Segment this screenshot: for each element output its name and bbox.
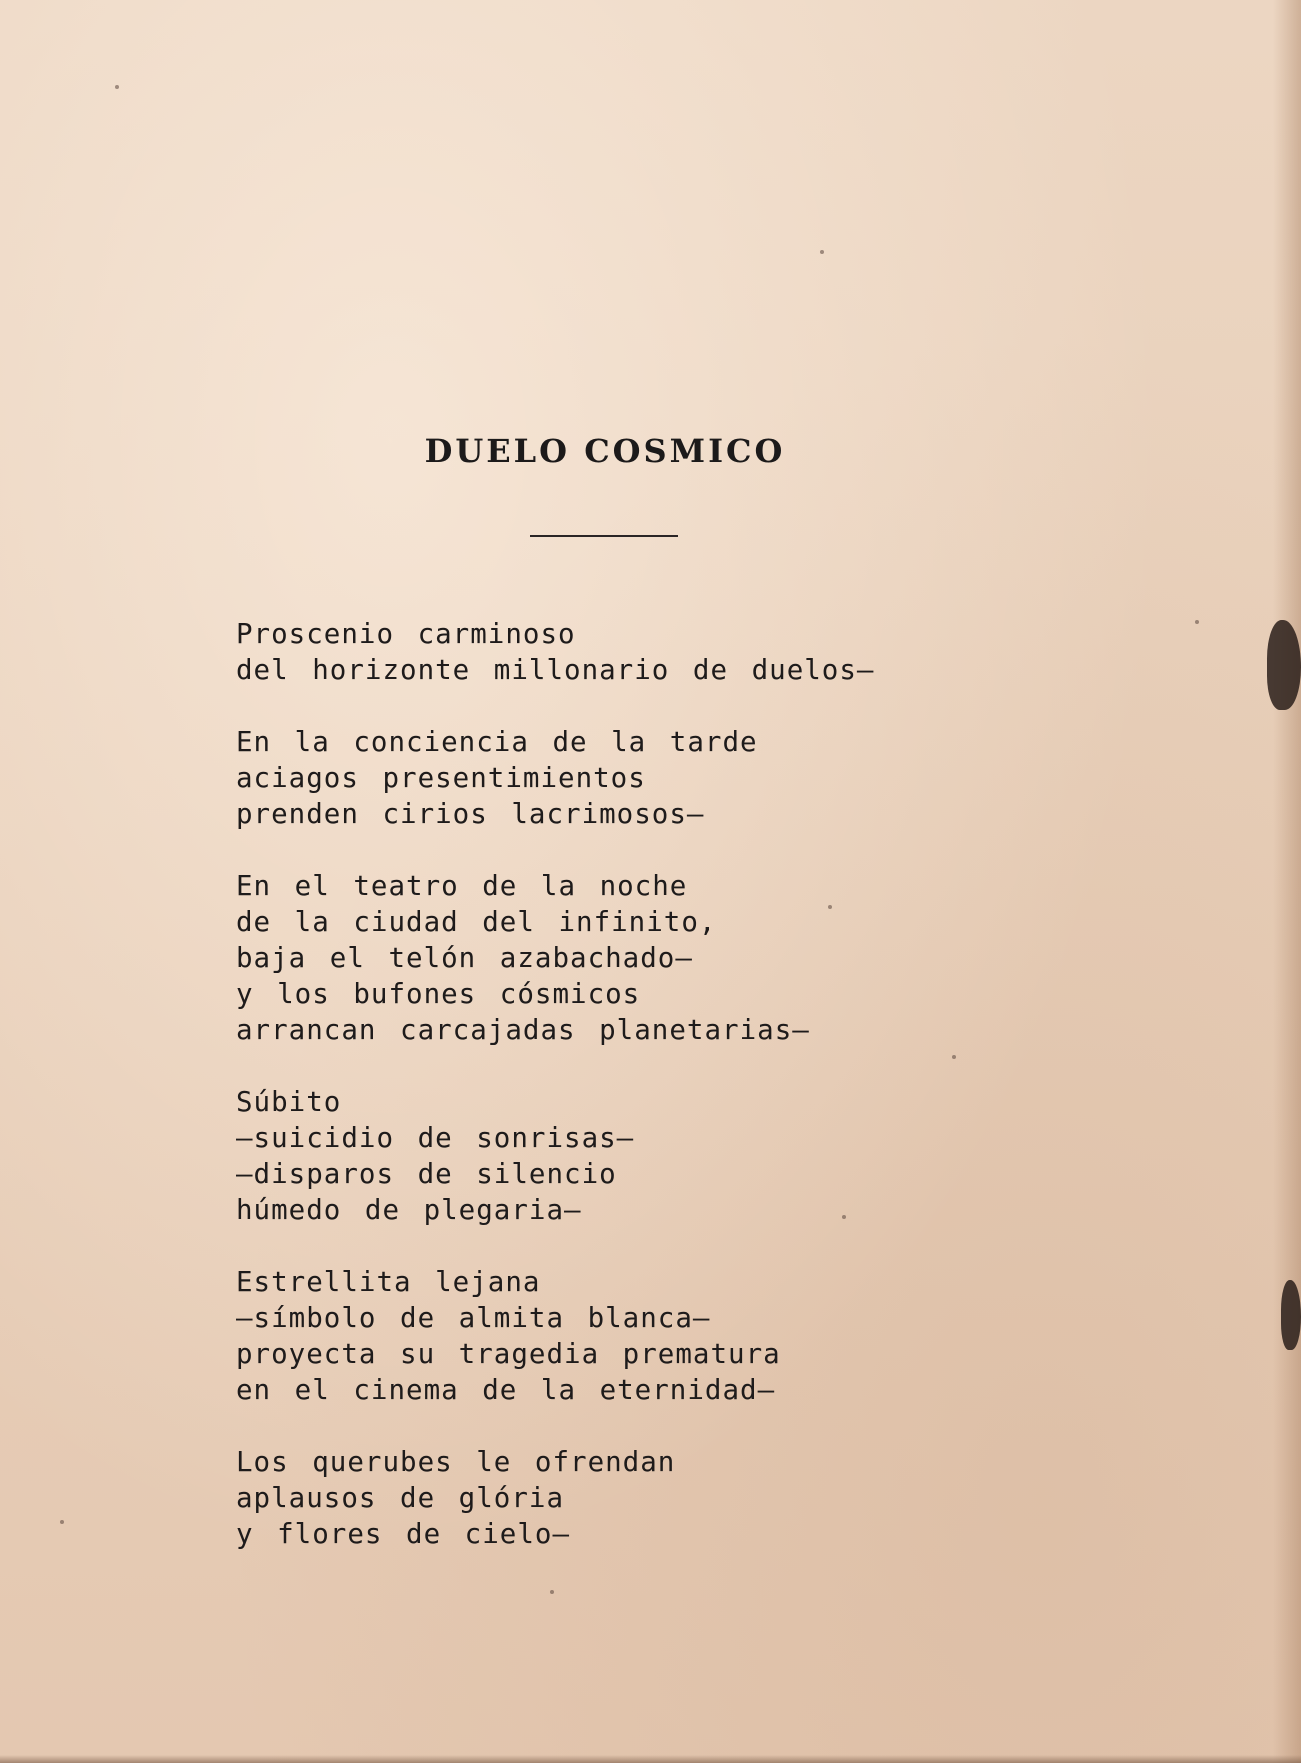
poem-line: baja el telón azabachado— bbox=[236, 942, 693, 974]
paper-speck bbox=[1195, 620, 1199, 624]
poem-line: y los bufones cósmicos bbox=[236, 978, 641, 1010]
paper-speck bbox=[820, 250, 824, 254]
stanza bbox=[236, 1084, 996, 1228]
poem-line: —disparos de silencio bbox=[236, 1158, 617, 1190]
poem-line: En la conciencia de la tarde bbox=[236, 726, 758, 758]
poem-line: aciagos presentimientos bbox=[236, 762, 646, 794]
poem-line: aplausos de glória bbox=[236, 1482, 565, 1514]
paper-speck bbox=[550, 1590, 554, 1594]
poem-line: Los querubes le ofrendan bbox=[236, 1446, 676, 1478]
stanza bbox=[236, 724, 996, 832]
poem-line: en el cinema de la eternidad— bbox=[236, 1374, 776, 1406]
poem-line: —suicidio de sonrisas— bbox=[236, 1122, 635, 1154]
stanza bbox=[236, 1264, 996, 1408]
poem-line: y flores de cielo— bbox=[236, 1518, 571, 1550]
poem-line: de la ciudad del infinito, bbox=[236, 906, 717, 938]
paper-speck bbox=[60, 1520, 64, 1524]
stanza bbox=[236, 1444, 996, 1552]
poem-line: prenden cirios lacrimosos— bbox=[236, 798, 705, 830]
ink-stain bbox=[1281, 1280, 1301, 1350]
poem-line: arrancan carcajadas planetarias— bbox=[236, 1014, 810, 1046]
paper-speck bbox=[115, 85, 119, 89]
poem-line: húmedo de plegaria— bbox=[236, 1194, 582, 1226]
poem-title: DUELO COSMICO bbox=[424, 432, 786, 470]
page-bottom-shadow bbox=[0, 1755, 1301, 1763]
poem-body bbox=[236, 616, 996, 1552]
poem-line: del horizonte millonario de duelos— bbox=[236, 654, 875, 686]
poem-line: Estrellita lejana bbox=[236, 1266, 541, 1298]
poem-line: Proscenio carminoso bbox=[236, 618, 576, 650]
stanza bbox=[236, 868, 996, 1048]
poem-line: En el teatro de la noche bbox=[236, 870, 688, 902]
title-divider bbox=[530, 535, 678, 537]
ink-stain bbox=[1267, 620, 1301, 710]
poem-line: proyecta su tragedia prematura bbox=[236, 1338, 781, 1370]
poem-line: Súbito bbox=[236, 1086, 342, 1118]
page-edge-shadow bbox=[1273, 0, 1301, 1763]
stanza bbox=[236, 616, 996, 688]
poem-line: —símbolo de almita blanca— bbox=[236, 1302, 711, 1334]
